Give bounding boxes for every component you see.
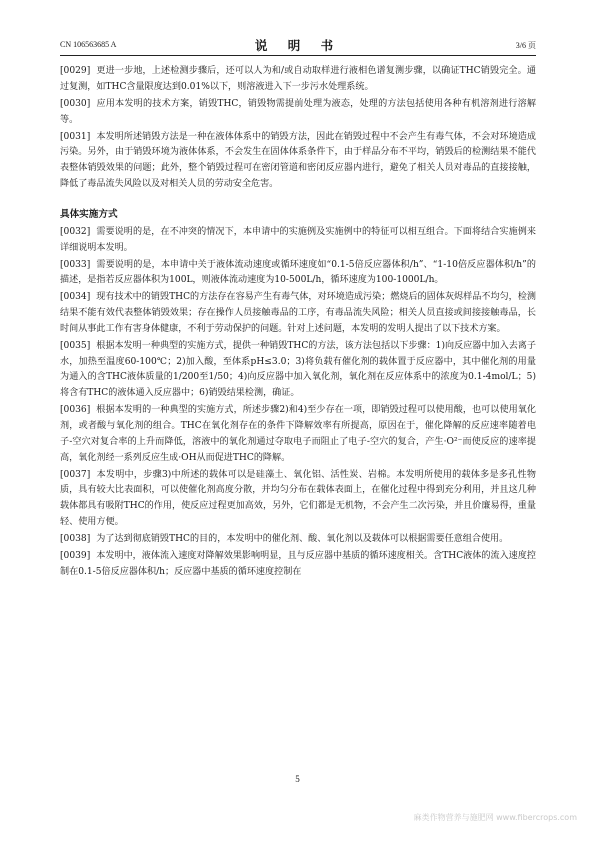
publication-number: CN 106563685 A	[60, 40, 117, 49]
paragraph-text: 现有技术中的销毁THC的方法存在容易产生有毒气体，对环境造成污染；燃烧后的固体灰烬样品不均匀，检测结果不能有效代表整体销毁效果；存在操作人员接触毒品的工序，有毒品流失风险；相关人员直接或间接接触毒品，长时间从事此工作有害身体健康，不利于劳动保护的问题。针对上述问题，本发明的发明人提出了以下技术方案。	[60, 292, 536, 334]
paragraph-number: [0039]	[60, 551, 91, 561]
paragraph-number: [0031]	[60, 131, 91, 142]
paragraph	[60, 549, 536, 581]
header-divider	[60, 55, 536, 56]
paragraph	[60, 532, 536, 548]
paragraph-number: [0038]	[60, 534, 91, 545]
paragraph	[60, 225, 536, 257]
paragraph	[60, 130, 536, 193]
paragraph	[60, 403, 536, 466]
paragraph-number: [0030]	[60, 98, 91, 109]
document-body	[60, 64, 536, 582]
paragraph-number: [0036]	[60, 405, 91, 416]
page-header	[60, 38, 536, 52]
paragraph-number: [0034]	[60, 292, 91, 303]
paragraph-text: 更进一步地，上述检测步骤后，还可以人为和/或自动取样进行液相色谱复测步骤，以确证THC销毁完全。通过复测，如THC含量限度达到0.01%以下，则溶液进入下一步污水处理系统。	[60, 66, 536, 92]
paragraph-text: 本发明所述销毁方法是一种在液体体系中的销毁方法，因此在销毁过程中不会产生有毒气体，不会对环境造成污染。另外，由于销毁环境为液体体系，不会发生在固体体系条件下，由于样品分布不平均，销毁后的检测结果不能代表整体销毁效果的问题；此外，整个销毁过程可在密闭管道和密闭反应器内进行，避免了相关人员对毒品的直接接触，降低了毒品流失风险以及对相关人员的劳动安全危害。	[60, 131, 536, 189]
paragraph-text: 应用本发明的技术方案，销毁THC，销毁物需提前处理为液态，处理的方法包括使用各种有机溶剂进行溶解等。	[60, 98, 536, 125]
section-heading: 具体实施方式	[60, 208, 118, 220]
paragraph-text: 需要说明的是，本申请中关于液体流动速度或循环速度如“0.1-5倍反应器体积/h”、“1-10倍反应器体积/h”的描述，是指若反应器体积为100L，则液体流动速度为10-500L/h，循环速度为100-1000L/h。	[60, 259, 536, 286]
paragraph-text: 需要说明的是，在不冲突的情况下，本申请中的实施例及实施例中的特征可以相互组合。下面将结合实施例来详细说明本发明。	[60, 226, 536, 253]
site-watermark: 麻类作物营养与施肥网 www.fibercrops.com	[413, 813, 577, 822]
paragraph-text: 本发明中，步骤3)中所述的载体可以是硅藻土、氧化铝、活性炭、岩棉。本发明所使用的载体多是多孔性物质，具有较大比表面积，可以使催化剂高度分散，并均匀分布在载体表面上，在催化过程中得到充分利用，并且这几种载体都具有吸附THC的作用，使反应过程更加高效，另外，它们都是无机物，不会产生二次污染，并且价廉易得，重量轻、使用方便。	[60, 469, 536, 528]
paragraph-number: [0032]	[60, 226, 91, 237]
page-number: 5	[295, 774, 300, 784]
paragraph-text: 根据本发明的一种典型的实施方式，所述步骤2)和4)至少存在一项，即销毁过程可以使用酸，也可以使用氧化剂，或者酸与氧化剂的组合。THC在氧化剂存在的条件下降解效率有所提高，原因在于，催化降解的反应速率随着电子-空穴对复合率的上升而降低，溶液中的氧化剂通过夺取电子而阻止了电子-空穴的复合，产生·O²⁻而使反应的速率提高，氧化剂经一系列反应生成·OH从而促进THC的降解。	[60, 405, 537, 463]
page-indicator: 3/6 页	[515, 41, 536, 50]
paragraph	[60, 468, 536, 531]
paragraph-text: 本发明中，液体流入速度对降解效果影响明显，且与反应器中基质的循环速度相关。含THC液体的流入速度控制在0.1-5倍反应器体积/h；反应器中基质的循环速度控制在	[60, 551, 536, 577]
paragraph	[60, 290, 536, 337]
paragraph	[60, 339, 536, 402]
paragraph-text: 为了达到彻底销毁THC的目的，本发明中的催化剂、酸、氧化剂以及载体可以根据需要任意组合使用。	[96, 534, 509, 545]
paragraph-number: [0029]	[60, 66, 91, 76]
paragraph	[60, 97, 536, 129]
paragraph	[60, 64, 536, 96]
paragraph-number: [0033]	[60, 259, 91, 270]
paragraph-text: 根据本发明一种典型的实施方式，提供一种销毁THC的方法，该方法包括以下步骤：1)向反应器中加入去离子水，加热至温度60-100℃；2)加入酸，至体系pH≤3.0；3)将负载有催化剂的载体置于反应器中，其中催化剂的用量为通入的含THC液体质量的1/200至1/50；4)向反应器中加入氧化剂，氧化剂在反应体系中的浓度为0.1-4mol/L；5)将含有THC的液体通入反应器中；6)销毁结果检测，确证。	[60, 340, 536, 399]
document-title: 说 明 书	[254, 38, 342, 53]
paragraph-number: [0035]	[60, 340, 91, 351]
paragraph-number: [0037]	[60, 469, 91, 480]
paragraph	[60, 258, 536, 290]
